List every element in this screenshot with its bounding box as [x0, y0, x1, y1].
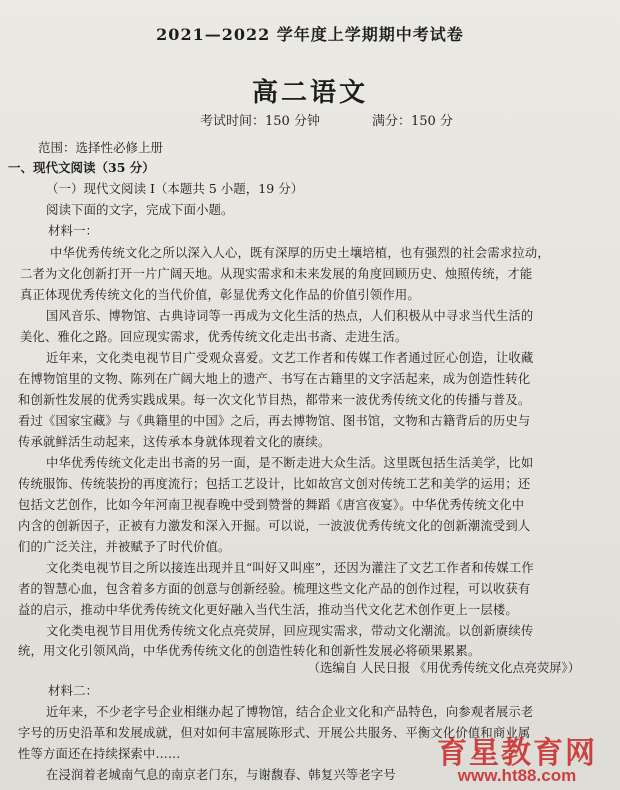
- text-line: 内含的创新因子，正被有力激发和深入开掘。可以说，一波波优秀传统文化的创新潮流受到人: [18, 519, 531, 533]
- material-one-label: 材料一：: [48, 223, 99, 238]
- instruction: 阅读下面的文字，完成下面小题。: [46, 202, 234, 217]
- subsection-heading: （一）现代文阅读 I（本题共 5 小题，19 分）: [46, 181, 304, 196]
- text-line: 们的广泛关注，并被赋予了时代价值。: [18, 540, 231, 554]
- site-watermark: [422, 728, 612, 788]
- text-line: 性等方面还在持续探索中……: [18, 747, 181, 761]
- text-line: 文化类电视节目用优秀传统文化点亮荧屏，回应现实需求，带动文化潮流。以创新赓续传: [46, 624, 534, 638]
- text-line: 中华优秀传统文化之所以深入人心，既有深厚的历史土壤培植，也有强烈的社会需求拉动，: [50, 246, 550, 260]
- text-line: 传承就鲜活生动起来，这传承本身就体现着文化的赓续。: [18, 435, 331, 449]
- text-line: 者的智慧心血，包含着多方面的创意与创新经验。梳理这些文化产品的创作过程，可以收获有: [18, 582, 531, 596]
- material-one-source: （选编自 人民日报 《用优秀传统文化点亮荧屏》）: [307, 661, 580, 675]
- exam-time: 考试时间：150 分钟: [200, 114, 320, 129]
- watermark-name: 育星教育网: [437, 736, 597, 771]
- text-line: 美化、雅化之路。回应现实需求，优秀传统文化走出书斋、走进生活。: [20, 330, 408, 344]
- section-heading: 一、现代文阅读（35 分）: [8, 160, 155, 175]
- text-line: 国风音乐、博物馆、古典诗词等一再成为文化生活的热点，人们积极从中寻求当代生活的: [46, 309, 534, 323]
- text-line: 文化类电视节目之所以接连出现并且“叫好又叫座”，还因为灌注了文艺工作者和传媒工作: [46, 561, 534, 575]
- text-line: 看过《国家宝藏》与《典籍里的中国》之后，再去博物馆、图书馆，文物和古籍背后的历史与: [18, 414, 531, 428]
- text-line: 近年来，不少老字号企业相继办起了博物馆，结合企业文化和产品特色，向参观者展示老: [46, 705, 534, 719]
- text-line: 真正体现优秀传统文化的当代价值，彰显优秀文化作品的价值引领作用。: [20, 288, 420, 302]
- text-line: 益的启示，推动中华优秀传统文化更好融入当代生活，推动当代文化艺术创作更上一层楼。: [18, 603, 518, 617]
- text-line: 字号的历史沿革和发展成就，但对如何丰富展陈形式、开展公共服务、平衡文化价值和商业属: [18, 726, 531, 740]
- material-two-label: 材料二：: [48, 683, 99, 698]
- text-line: 二者为文化创新打开一片广阔天地。从现实需求和未来发展的角度回顾历史、烛照传统，才能: [20, 267, 533, 281]
- scope: 范围：选择性必修上册: [38, 140, 164, 155]
- exam-title: 2021—2022 学年度上学期期中考试卷: [156, 25, 464, 44]
- text-line: 和创新性发展的优秀实践成果。每一次文化节目热，都带来一波优秀传统文化的传播与普及。: [18, 393, 531, 407]
- text-line: 近年来，文化类电视节目广受观众喜爱。文艺工作者和传媒工作者通过匠心创造，让收藏: [46, 351, 534, 365]
- text-line: 中华优秀传统文化走出书斋的另一面，是不断走进大众生活。这里既包括生活美学，比如: [46, 456, 534, 470]
- text-line: 传统服饰、传统装扮的再度流行；包括工艺设计，比如故宫文创对传统工艺和美学的运用；还: [18, 477, 531, 491]
- subject-title: 高二语文: [251, 78, 368, 108]
- text-line: 统，用文化引领风尚，中华优秀传统文化的创造性转化和创新性发展必将硕果累累。: [18, 644, 481, 658]
- full-score: 满分：150 分: [372, 114, 453, 129]
- text-line: 在浸润着老城南气息的南京老门东，与谢馥春、韩复兴等老字号: [46, 768, 396, 782]
- watermark-url: www.ht88.com: [457, 766, 577, 785]
- text-line: 包括文艺创作，比如今年河南卫视春晚中受到赞誉的舞蹈《唐宫夜宴》。中华优秀传统文化中: [18, 498, 525, 512]
- text-line: 在博物馆里的文物、陈列在广阔大地上的遗产、书写在古籍里的文字活起来，成为创造性转化: [18, 372, 531, 386]
